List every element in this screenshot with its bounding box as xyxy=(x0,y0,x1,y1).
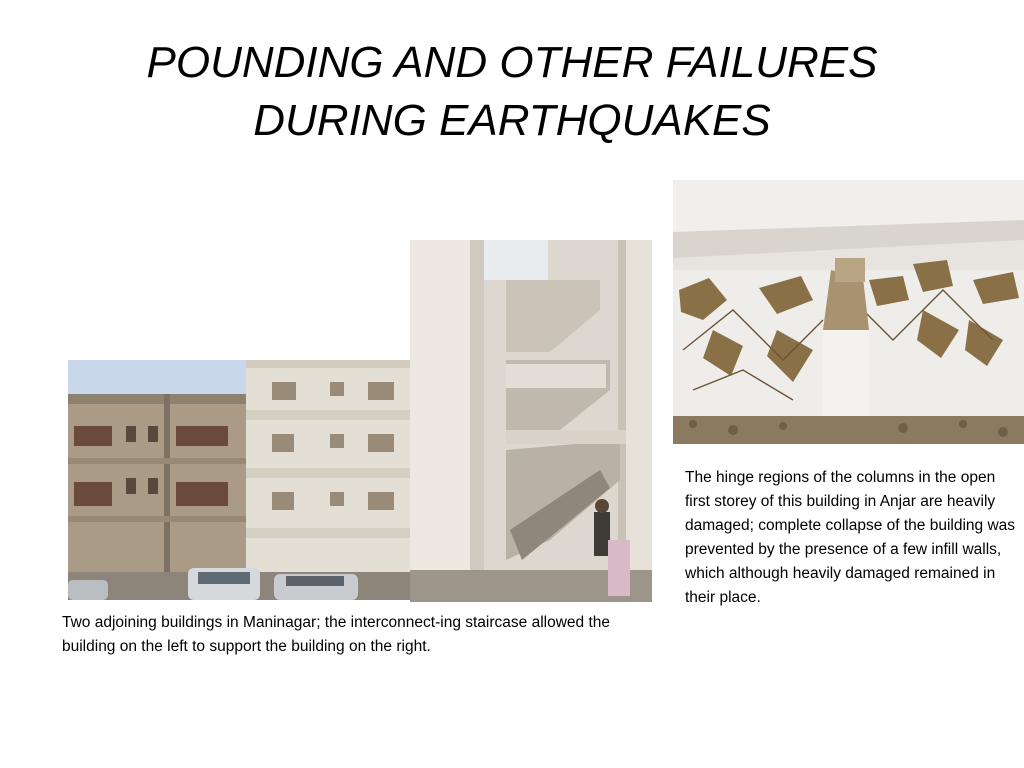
title-line-1: POUNDING AND OTHER FAILURES xyxy=(146,38,878,87)
photo-staircase xyxy=(410,240,652,602)
slide-title xyxy=(60,34,964,150)
title-line-2: DURING EARTHQUAKES xyxy=(253,96,771,145)
caption-adjoining-buildings: Two adjoining buildings in Maninagar; the interconnect-ing staircase allowed the building on the left to support the building on the right. xyxy=(62,614,610,655)
photo-adjoining-buildings xyxy=(68,360,410,600)
caption-damaged-columns: The hinge regions of the columns in the open first storey of this building in Anjar are heavily damaged; complete collapse of the building was prevented by the presence of a few infill walls, which although heavily damaged remained in their place. xyxy=(685,469,1016,606)
photo-damaged-columns xyxy=(673,180,1024,444)
